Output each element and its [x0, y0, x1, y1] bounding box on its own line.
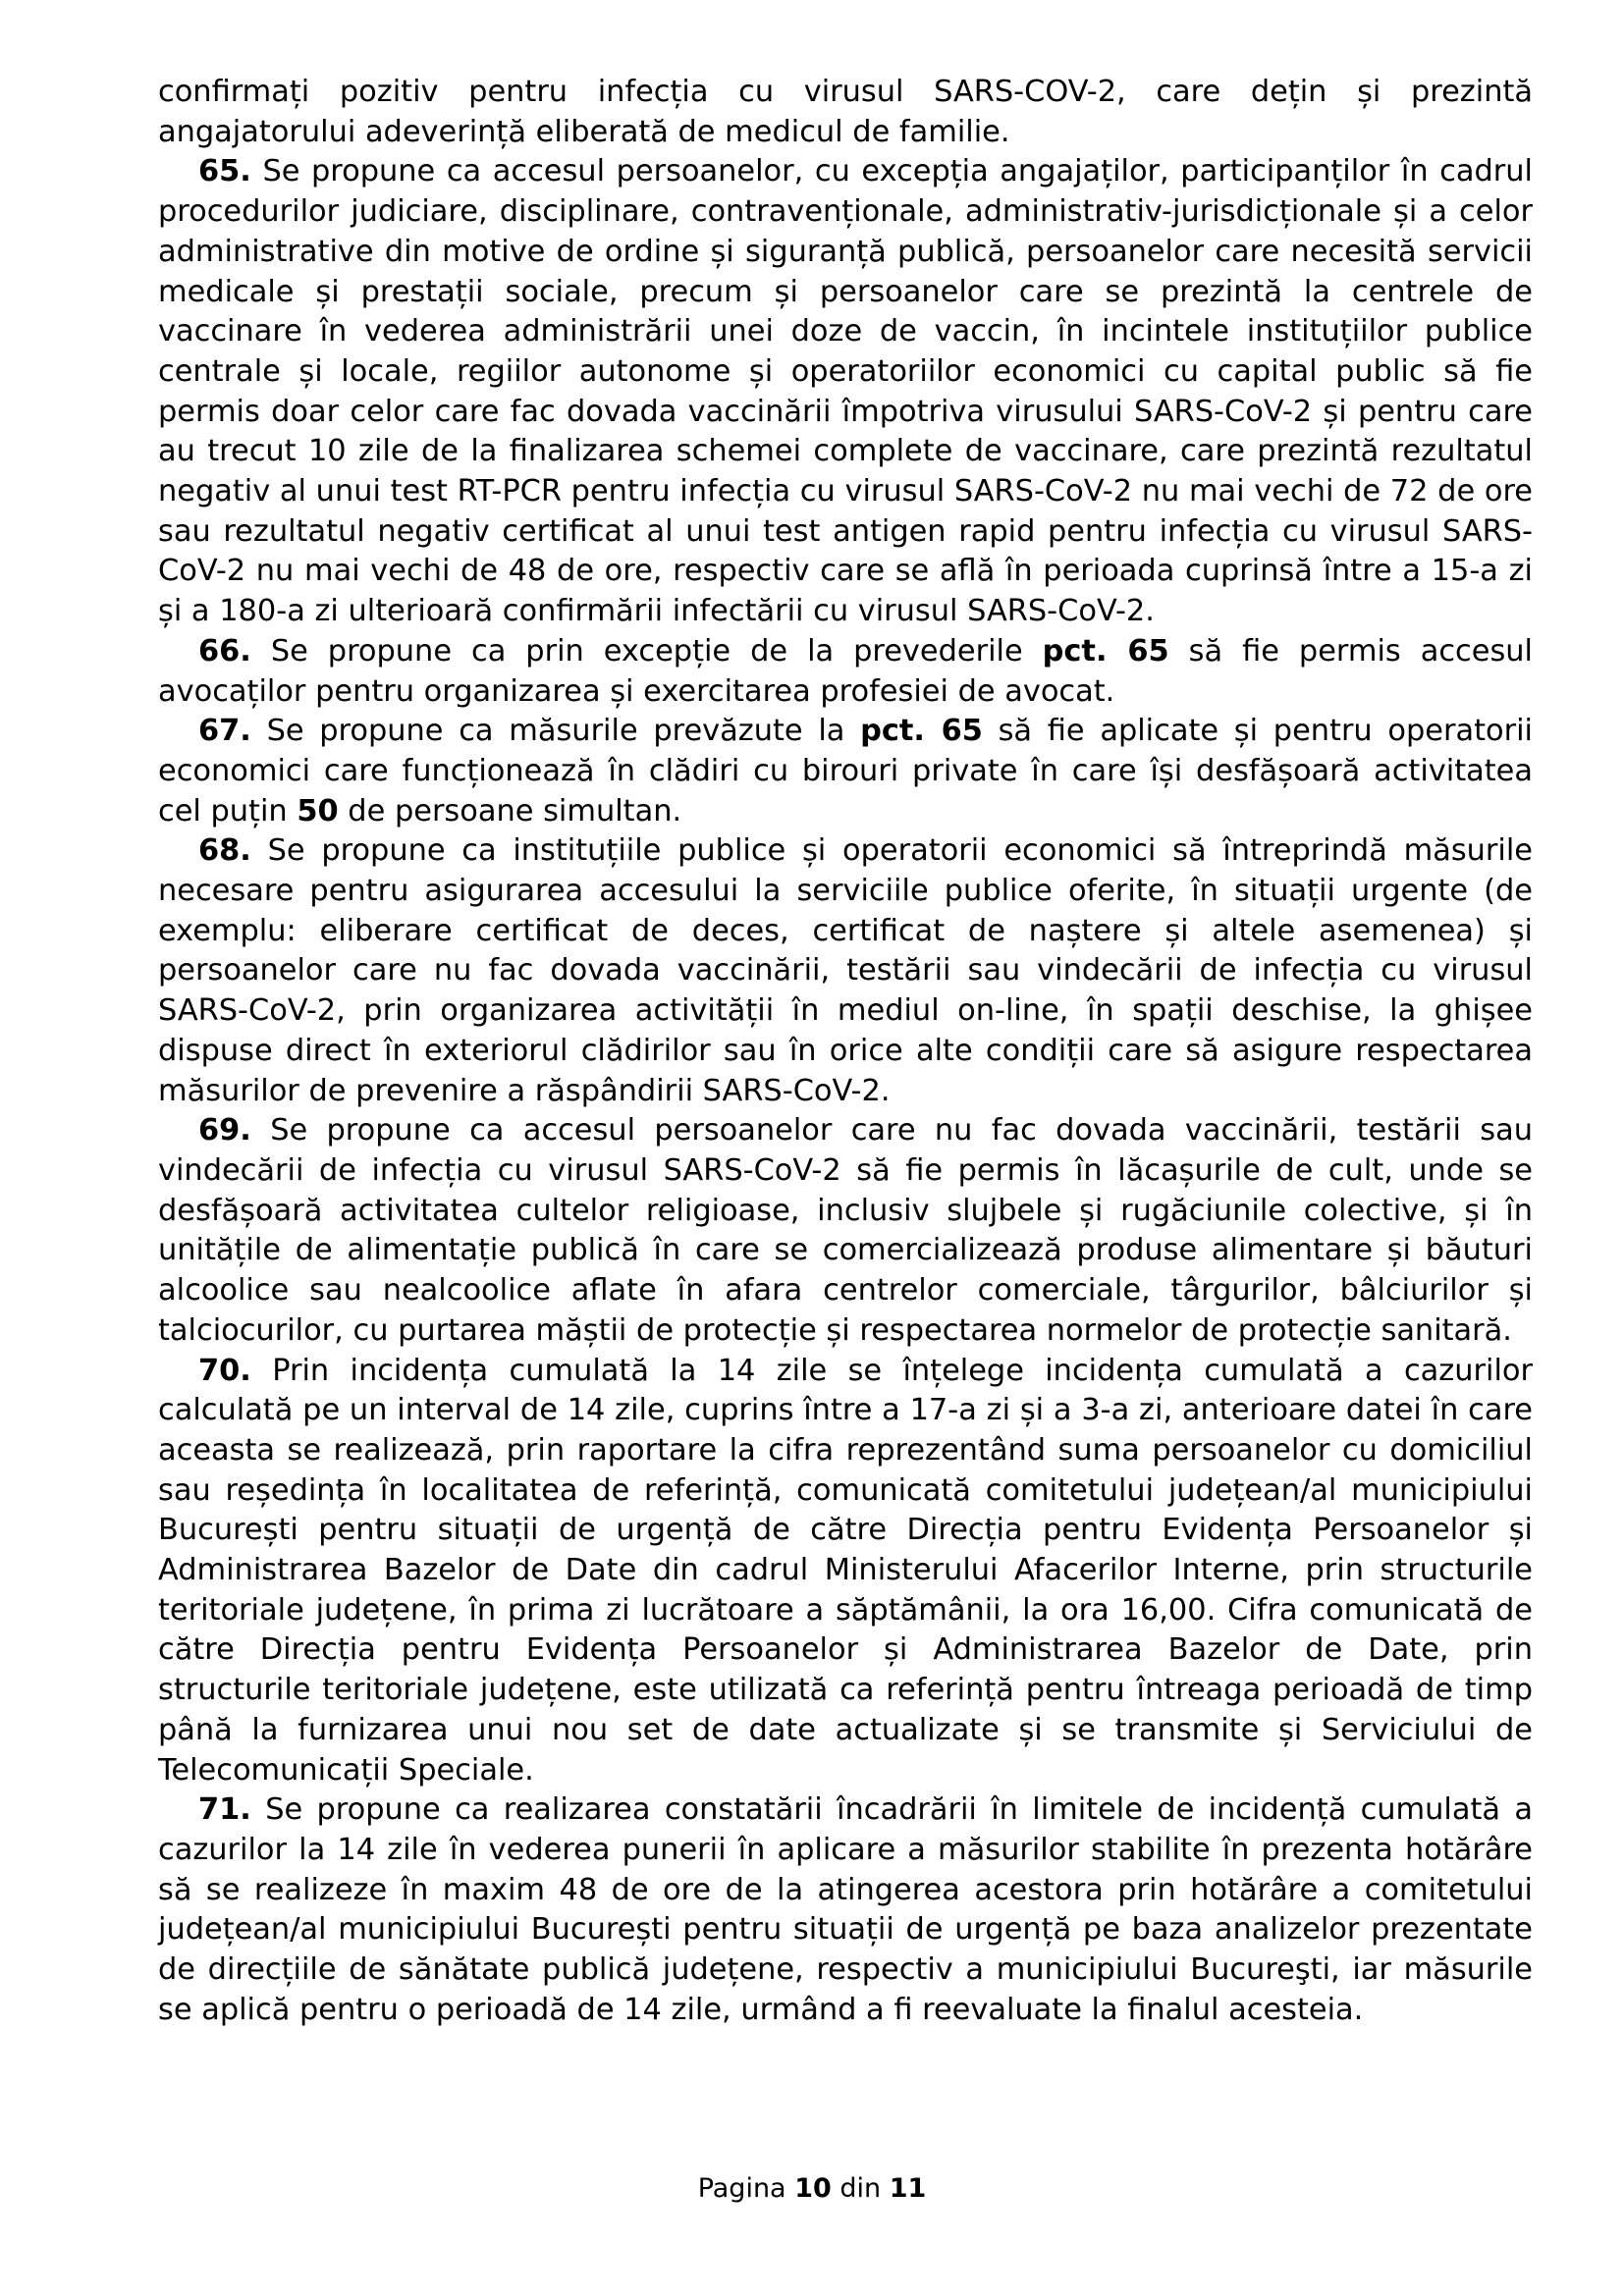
page-label: Pagina — [697, 2173, 786, 2204]
intro-text: confirmați pozitiv pentru infecția cu virusul SARS-COV-2, care dețin și prezintă angajatorului adeverință eliberată de medicul de familie. — [158, 75, 1533, 149]
paragraph-number: 68. — [198, 833, 251, 869]
paragraph-text: Se propune ca măsurile prevăzute la — [266, 714, 861, 749]
paragraph-69 — [158, 1111, 1533, 1351]
paragraph-number: 71. — [198, 1792, 251, 1828]
paragraph-68 — [158, 831, 1533, 1111]
paragraph-text: de persoane simultan. — [338, 793, 682, 828]
of-label: din — [839, 2173, 882, 2204]
paragraph-71 — [158, 1790, 1533, 2030]
current-page-number: 10 — [794, 2173, 832, 2204]
intro-paragraph — [158, 73, 1533, 152]
paragraph-70 — [158, 1352, 1533, 1791]
paragraph-text: Prin incidența cumulată la 14 zile se înțelege incidența cumulată a cazurilor calculată pe un interval de 14 zile, cuprins între a 17-a zi și a 3-a zi, anterioare datei în care aceasta se realizează, prin raportare la cifra reprezentând suma persoanelor cu domiciliul sau reședința în localitatea de referință, comunicată comitetului județean/al municipiului București pentru situații de urgență de către Direcția pentru Evidența Persoanelor și Administrarea Bazelor de Date din cadrul Ministerului Afacerilor Interne, prin structurile teritoriale județene, în prima zi lucrătoare a săptămânii, la ora 16,00. Cifra comunicată de către Direcția pentru Evidența Persoanelor și Administrarea Bazelor de Date, prin structurile teritoriale județene, este utilizată ca referință pentru întreaga perioadă de timp până la furnizarea unui nou set de date actualizate și se transmite și Serviciului de Telecomunicații Speciale. — [158, 1353, 1533, 1788]
paragraph-65 — [158, 152, 1533, 631]
paragraph-number: 65. — [198, 154, 251, 189]
paragraph-number: 66. — [198, 633, 251, 668]
paragraph-text: Se propune ca realizarea constatării încadrării în limitele de incidență cumulată a cazurilor la 14 zile în vederea punerii în aplicare a măsurilor stabilite în prezenta hotărâre să se realizeze în maxim 48 de ore de la atingerea acestora prin hotărâre a comitetului județean/al municipiului București pentru situații de urgență pe baza analizelor prezentate de direcțiile de sănătate publică județene, respectiv a municipiului Bucureşti, iar măsurile se aplică pentru o perioadă de 14 zile, urmând a fi reevaluate la finalul acesteia. — [158, 1792, 1533, 2027]
paragraph-number: 69. — [198, 1113, 251, 1148]
paragraph-text: Se propune ca prin excepție de la prevederile — [270, 633, 1043, 668]
paragraph-number: 70. — [198, 1353, 251, 1388]
paragraph-66 — [158, 632, 1533, 712]
paragraph-67 — [158, 712, 1533, 831]
point-reference: pct. 65 — [860, 714, 983, 749]
paragraph-text: să fie permis accesul avocaților pentru organizarea și exercitarea profesiei de avocat. — [158, 633, 1533, 709]
total-pages-number: 11 — [889, 2173, 927, 2204]
paragraph-text: Se propune ca instituțiile publice și operatorii economici să întreprindă măsurile necesare pentru asigurarea accesului la serviciile publice oferite, în situații urgente (de exemplu: eliberare certificat de deces, certificat de naștere și altele asemenea) și persoanelor care nu fac dovada vaccinării, testării sau vindecării de infecția cu virusul SARS-CoV-2, prin organizarea activității în mediul on-line, în spații deschise, la ghișee dispuse direct în exteriorul clădirilor sau în orice alte condiții care să asigure respectarea măsurilor de prevenire a răspândirii SARS-CoV-2. — [158, 833, 1533, 1108]
paragraph-text: să fie aplicate și pentru operatorii economici care funcționează în clădiri cu birouri private în care își desfășoară activitatea cel puțin — [158, 714, 1533, 828]
paragraph-text: Se propune ca accesul persoanelor, cu excepția angajaților, participanților în cadrul procedurilor judiciare, disciplinare, contravenționale, administrativ-jurisdicționale și a celor administrative din motive de ordine și siguranță publică, persoanelor care necesită servicii medicale și prestații sociale, precum și persoanelor care se prezintă la centrele de vaccinare în vederea administrării unei doze de vaccin, în incintele instituțiilor publice centrale și locale, regiilor autonome și operatoriilor economici cu capital public să fie permis doar celor care fac dovada vaccinării împotriva virusului SARS-CoV-2 și pentru care au trecut 10 zile de la finalizarea schemei complete de vaccinare, care prezintă rezultatul negativ al unui test RT-PCR pentru infecția cu virusul SARS-CoV-2 nu mai vechi de 72 de ore sau rezultatul negativ certificat al unui test antigen rapid pentru infecția cu virusul SARS-CoV-2 nu mai vechi de 48 de ore, respectiv care se află în perioada cuprinsă între a 15-a zi și a 180-a zi ulterioară confirmării infectării cu virusul SARS-CoV-2. — [158, 154, 1533, 629]
document-body — [158, 73, 1533, 2030]
page-footer — [0, 2173, 1624, 2204]
point-reference: pct. 65 — [1042, 633, 1169, 668]
paragraph-text: Se propune ca accesul persoanelor care nu fac dovada vaccinării, testării sau vindecării de infecția cu virusul SARS-CoV-2 să fie permis în lăcașurile de cult, unde se desfășoară activitatea cultelor religioase, inclusiv slujbele și rugăciunile colective, și în unitățile de alimentație publică în care se comercializează produse alimentare și băuturi alcoolice sau nealcoolice aflate în afara centrelor comerciale, târgurilor, bâlciurilor și talciocurilor, cu purtarea măștii de protecție și respectarea normelor de protecție sanitară. — [158, 1113, 1533, 1348]
persons-count: 50 — [297, 793, 339, 828]
paragraph-number: 67. — [198, 714, 251, 749]
